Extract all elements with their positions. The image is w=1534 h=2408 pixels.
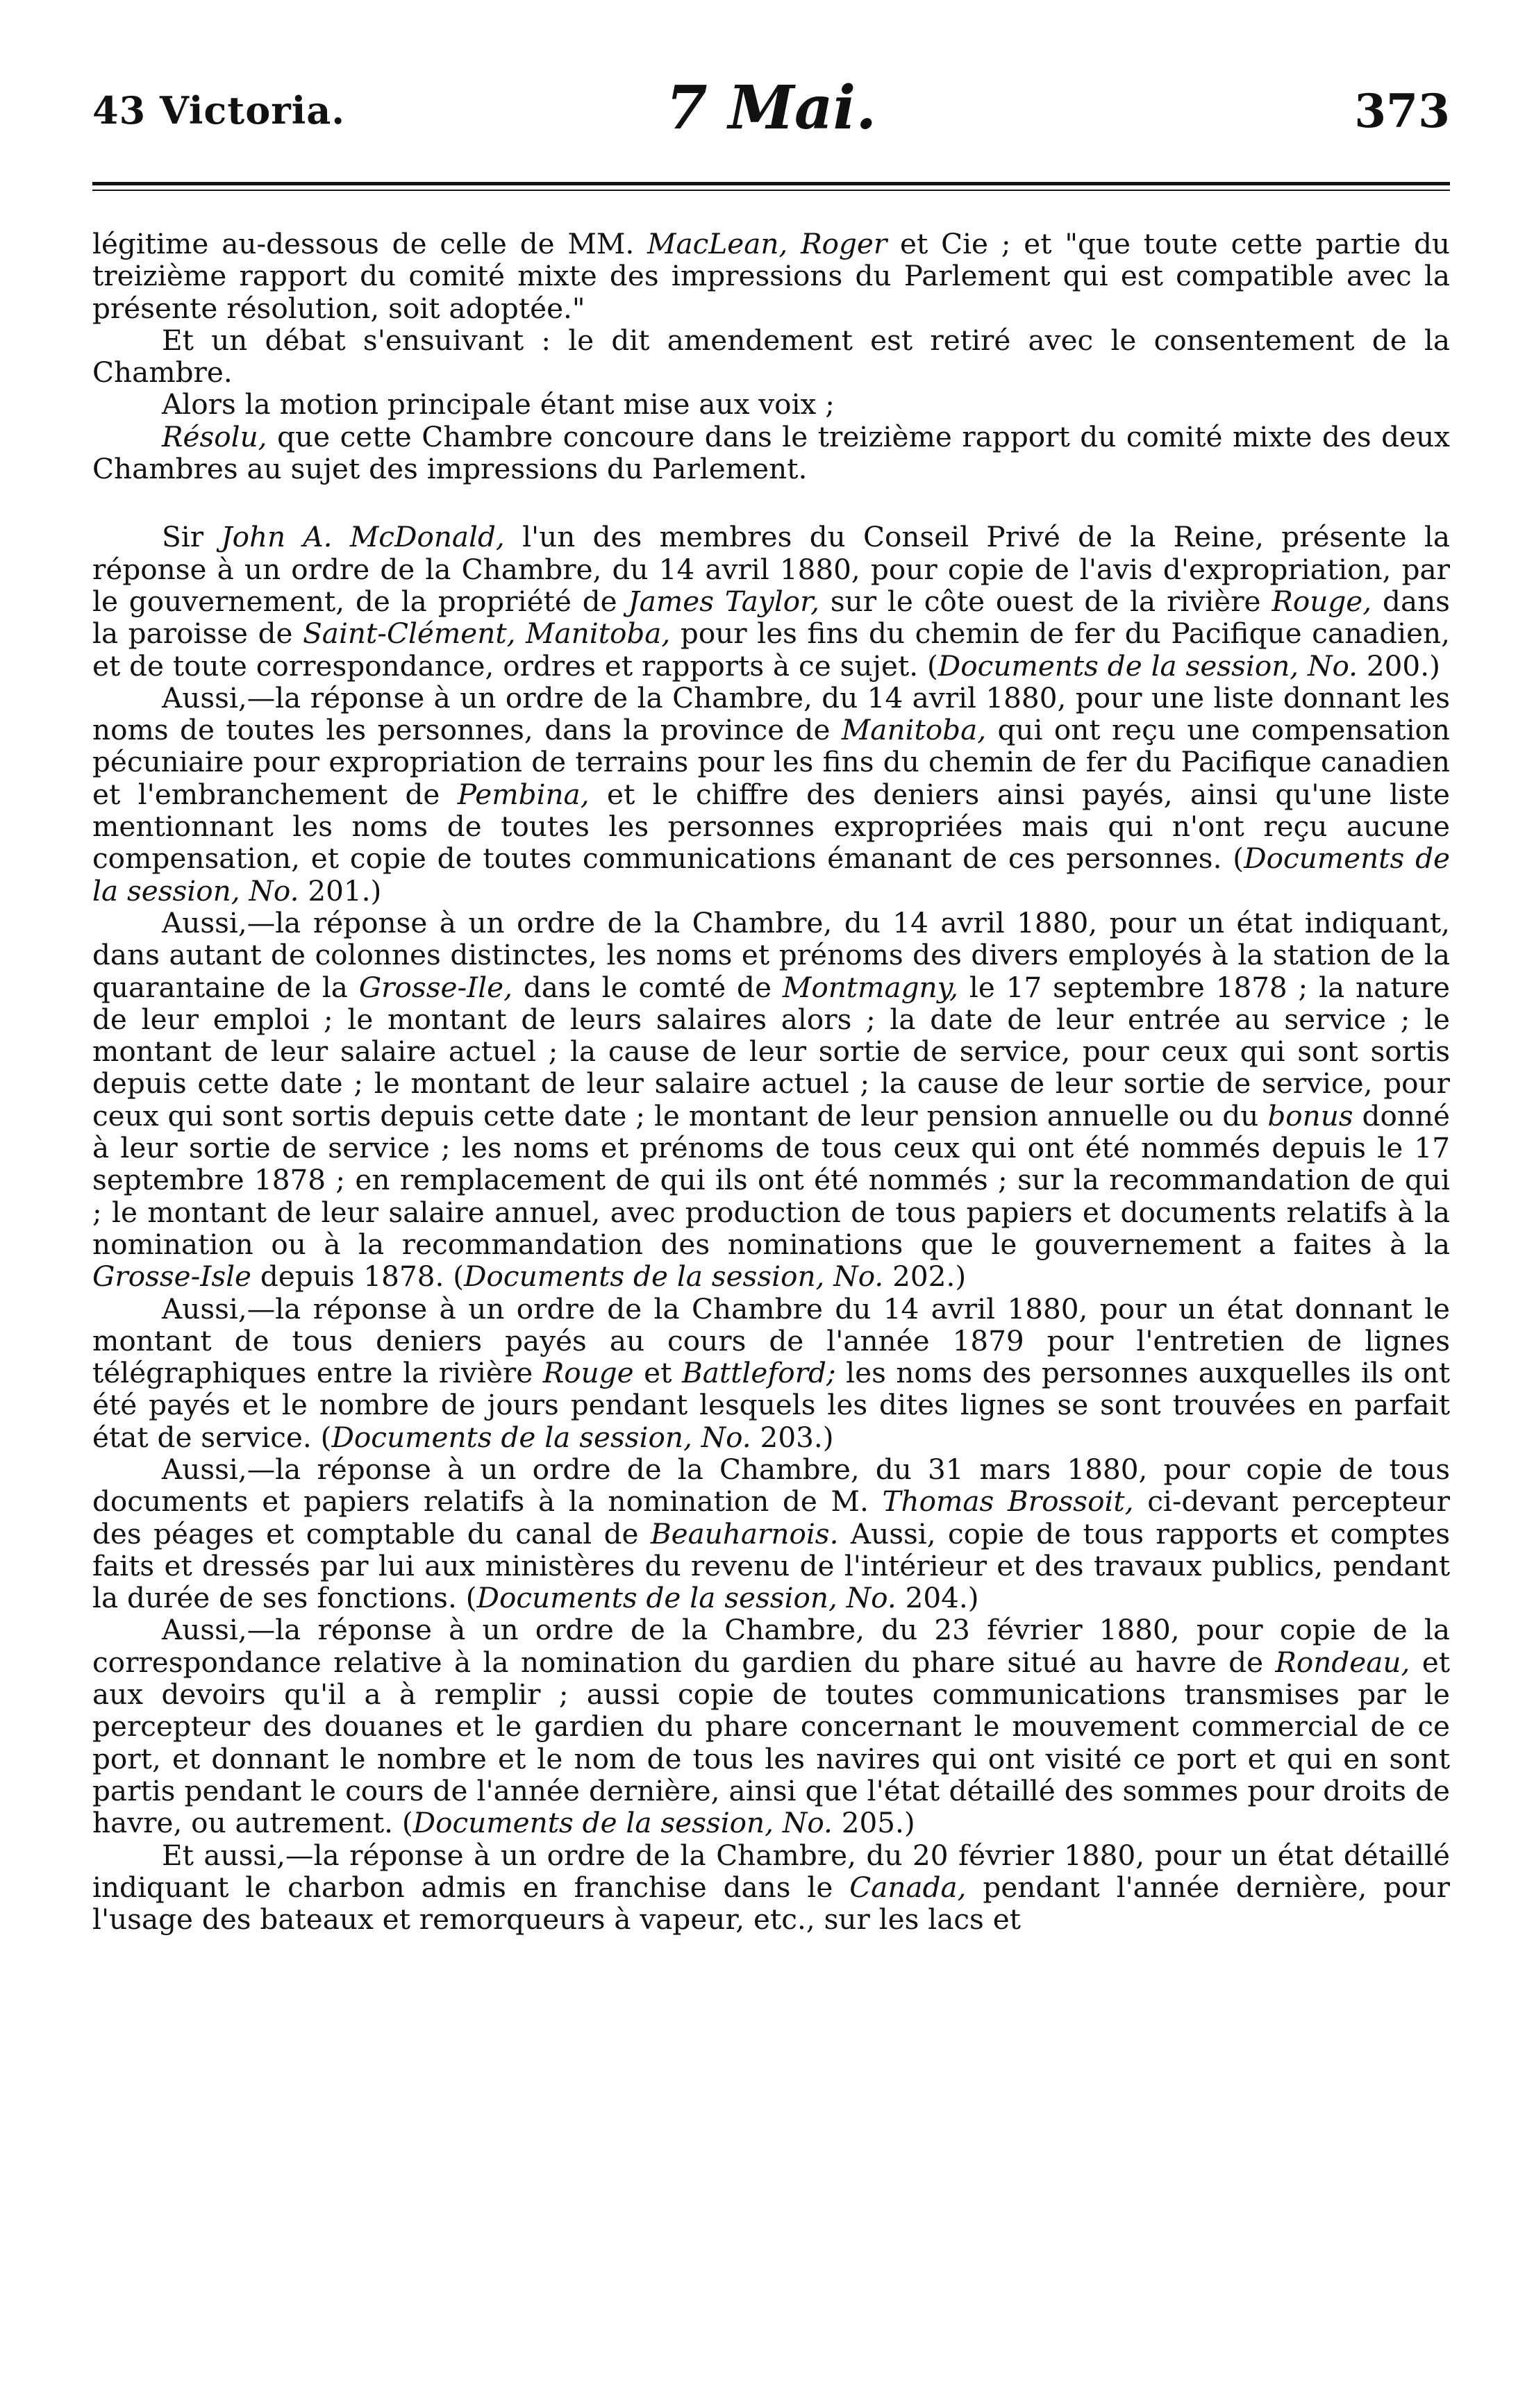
text-run: ci-devant percepteur des péages et comptable du canal de: [92, 1485, 1450, 1550]
italic-run: Grosse-Ile,: [358, 970, 512, 1004]
italic-run: Pembina,: [457, 777, 590, 811]
header-session: 43 Victoria.: [92, 88, 346, 133]
text-run: donné à leur sortie de service ; les noms et prénoms de tous ceux qui ont été nommés depuis le 17 septembre 1878 ; en remplacement de qui ils ont été nommés ; sur la recommandation de qui ; le montant de leur salaire annuel, avec production de tous papiers et documents relatifs à la nomination ou à la recommandation des nominations que le gouvernement a faites à la: [92, 1098, 1450, 1261]
italic-run: Manitoba,: [841, 713, 987, 747]
italic-run: Rouge,: [1272, 584, 1372, 618]
italic-run: Documents de la session, No.: [937, 649, 1358, 683]
header-rule-thick: [92, 182, 1450, 185]
text-run: Sir: [162, 520, 222, 554]
italic-run: Grosse-Isle: [92, 1260, 252, 1294]
italic-run: James Taylor,: [628, 584, 819, 618]
paragraph-p6: [92, 907, 1450, 1293]
text-run: Et aussi,—la réponse à un ordre de la Chambre, du 20 février 1880, pour un état détaillé indiquant le charbon admis en franchise dans le: [92, 1838, 1450, 1904]
text-run: dans le comté de: [512, 970, 783, 1004]
page-number: 373: [1354, 84, 1450, 138]
italic-run: Beauharnois.: [650, 1516, 839, 1550]
text-run: et aux devoirs qu'il a à remplir ; aussi copie de toutes communications transmises par le percepteur des douanes et le gardien du phare concernant le mouvement commercial de ce port, et donnant le nombre et le nom de tous les navires qui ont visité ce port et qui en sont partis pendant le cours de l'année dernière, ainsi que l'état détaillé des sommes pour droits de havre, ou autrement. (: [92, 1645, 1450, 1840]
italic-run: Documents de la session, No.: [92, 842, 1450, 908]
paragraph-p5: [92, 682, 1450, 907]
paragraph-p10: [92, 1839, 1450, 1936]
text-run: 204.): [896, 1581, 979, 1615]
text-run: 202.): [883, 1260, 967, 1294]
body-text: [92, 228, 1450, 2352]
italic-run: Saint-Clément, Manitoba,: [303, 617, 671, 651]
text-run: le 17 septembre 1878 ; la nature de leur emploi ; le montant de leurs salaires alors ; la date de leur entrée au service ; le montant de leur salaire actuel ; la cause de leur sortie de service, pour ceux qui sont sortis depuis cette date ; le montant de leur salaire actuel ; la cause de leur sortie de service, pour ceux qui sont sortis depuis cette date ; le montant de leur pension annuelle ou du: [92, 970, 1450, 1132]
text-run: Aussi,—la réponse à un ordre de la Chambre du 14 avril 1880, pour un état donnant le montant de tous deniers payés au cours de l'année 1879 pour l'entretien de lignes télégraphiques entre la rivière: [92, 1291, 1450, 1390]
italic-run: Rouge: [542, 1356, 634, 1390]
paragraph-p8: [92, 1453, 1450, 1614]
text-run: et Cie ; et "que toute cette partie du treizième rapport du comité mixte des impressions du Parlement qui est compatible avec la présente résolution, soit adoptée.": [92, 228, 1450, 325]
text-run: qui ont reçu une compensation pécuniaire pour expropriation de terrains pour les fins du chemin de fer du Pacifique canadien et l'embranchement de: [92, 713, 1450, 811]
header-date: 7 Mai.: [665, 73, 877, 143]
italic-run: Battleford;: [681, 1356, 836, 1390]
text-run: pendant l'année dernière, pour l'usage des bateaux et remorqueurs à vapeur, etc., sur les lacs et: [92, 1870, 1450, 1937]
paragraph-p3: [92, 421, 1450, 485]
text-run: depuis 1878. (: [251, 1260, 465, 1294]
paragraph-p2: [92, 388, 1450, 420]
italic-run: bonus: [1267, 1098, 1353, 1132]
text-run: que cette Chambre concoure dans le treizième rapport du comité mixte des deux Chambres au sujet des impressions du Parlement.: [92, 419, 1450, 486]
text-run: 205.): [832, 1806, 915, 1840]
text-run: 203.): [751, 1420, 834, 1454]
italic-run: Canada,: [849, 1870, 967, 1904]
paragraph-p0: [92, 228, 1450, 324]
text-run: et le chiffre des deniers ainsi payés, ainsi qu'une liste mentionnant les noms de toutes les personnes expropriées mais qui n'ont reçu aucune compensation, et copie de toutes communications émanant de ces personnes. (: [92, 777, 1450, 876]
page-header: [92, 73, 1450, 156]
text-run: dans la paroisse de: [92, 584, 1450, 651]
paragraph-p7: [92, 1293, 1450, 1453]
paragraph-p4: [92, 521, 1450, 681]
text-run: 200.): [1358, 649, 1440, 683]
text-run: 201.): [299, 873, 382, 908]
italic-run: Documents de la session, No.: [476, 1581, 897, 1615]
italic-run: John A. McDonald,: [221, 520, 505, 554]
italic-run: Documents de la session, No.: [331, 1420, 751, 1454]
text-run: et: [633, 1356, 682, 1390]
italic-run: MacLean, Roger: [647, 228, 887, 260]
paragraph-p1: [92, 324, 1450, 389]
italic-run: Documents de la session, No.: [412, 1806, 833, 1840]
text-run: l'un des membres du Conseil Privé de la Reine, présente la réponse à un ordre de la Chambre, du 14 avril 1880, pour copie de l'avis d'expropriation, par le gouvernement, de la propriété de: [92, 520, 1450, 618]
text-run: Et un débat s'ensuivant : le dit amendement est retiré avec le consentement de la Chambre.: [92, 323, 1450, 390]
italic-run: Documents de la session, No.: [464, 1260, 884, 1294]
italic-run: Thomas Brossoit,: [882, 1485, 1134, 1519]
text-run: Aussi,—la réponse à un ordre de la Chambre, du 14 avril 1880, pour une liste donnant les noms de toutes les personnes, dans la province de: [92, 680, 1450, 747]
italic-run: Rondeau,: [1275, 1645, 1410, 1679]
text-run: Aussi,—la réponse à un ordre de la Chambre, du 14 avril 1880, pour un état indiquant, dans autant de colonnes distinctes, les noms et prénoms des divers employés à la station de la quarantaine de la: [92, 905, 1450, 1004]
header-rule-thin: [92, 190, 1450, 191]
text-run: sur le côte ouest de la rivière: [819, 584, 1272, 618]
text-run: légitime au-dessous de celle de MM.: [92, 228, 648, 260]
text-run: les noms des personnes auxquelles ils ont été payés et le nombre de jours pendant lesquels les dites lignes se sont trouvées en parfait état de service. (: [92, 1356, 1450, 1454]
italic-run: Montmagny,: [782, 970, 958, 1004]
text-run: pour les fins du chemin de fer du Pacifique canadien, et de toute correspondance, ordres et rapports à ce sujet. (: [92, 617, 1450, 683]
text-run: Alors la motion principale étant mise aux voix ;: [162, 387, 835, 421]
text-run: Aussi,—la réponse à un ordre de la Chambre, du 31 mars 1880, pour copie de tous documents et papiers relatifs à la nomination de M.: [92, 1452, 1450, 1519]
text-run: Aussi,—la réponse à un ordre de la Chambre, du 23 février 1880, pour copie de la correspondance relative à la nomination du gardien du phare situé au havre de: [92, 1613, 1450, 1679]
text-run: Aussi, copie de tous rapports et comptes faits et dressés par lui aux ministères du revenu de l'intérieur et des travaux publics, pendant la durée de ses fonctions. (: [92, 1516, 1450, 1615]
paragraph-p9: [92, 1614, 1450, 1839]
italic-run: Résolu,: [162, 419, 267, 453]
